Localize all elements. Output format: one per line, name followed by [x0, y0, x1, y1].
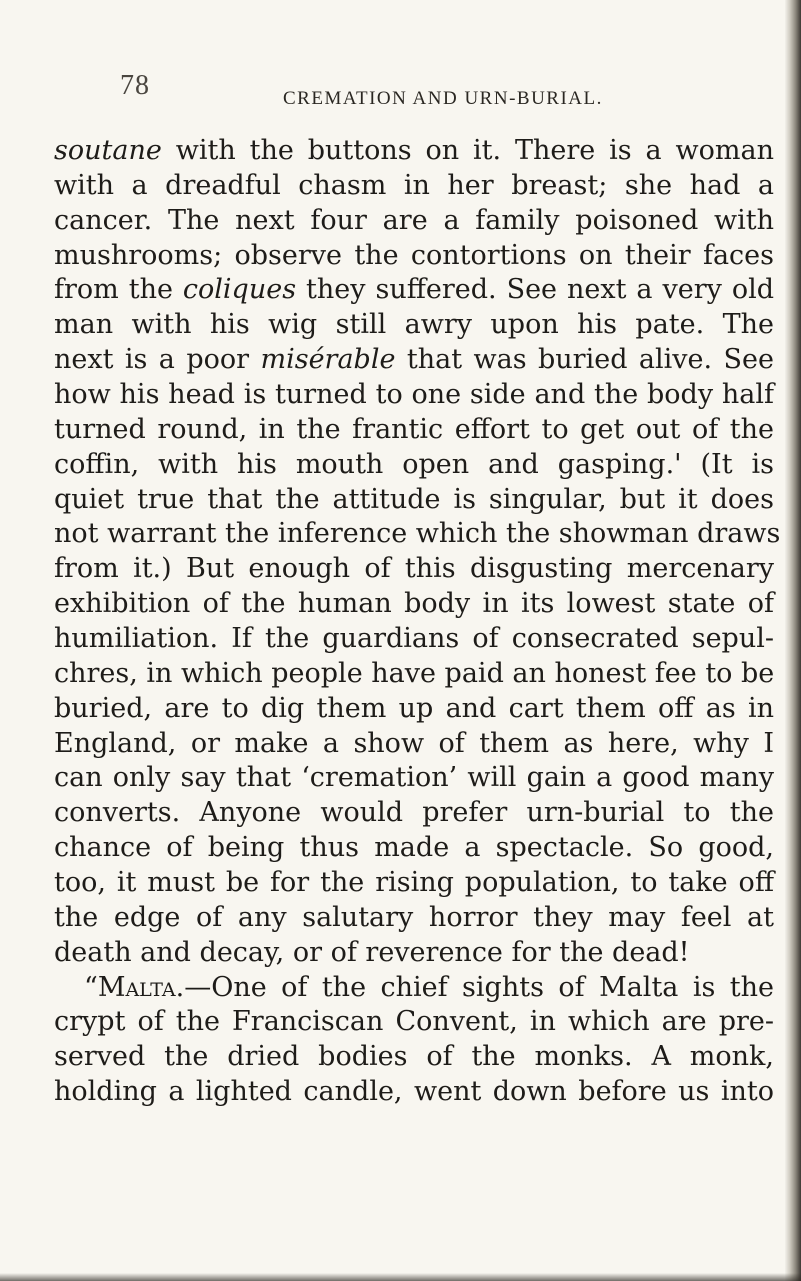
text-line: man with his wig still awry upon his pate. The: [54, 309, 774, 341]
text-line: converts. Anyone would prefer urn-burial to the: [54, 797, 774, 829]
text-line: mushrooms; observe the contortions on their faces: [54, 239, 774, 271]
small-caps-heading: Malta.: [97, 971, 185, 1003]
text-line: next is a poor misérable that was buried alive. See: [54, 344, 774, 376]
text-line: quiet true that the attitude is singular, but it does: [54, 483, 774, 515]
text-line: from the coliques they suffered. See next a very old: [54, 274, 774, 306]
body-text: [54, 134, 781, 1110]
text-line: served the dried bodies of the monks. A monk,: [54, 1041, 774, 1073]
text-line: “Malta.—One of the chief sights of Malta is the: [84, 971, 774, 1003]
text-line: chres, in which people have paid an honest fee to be: [54, 657, 775, 689]
running-head: CREMATION AND URN-BURIAL.: [283, 88, 603, 109]
text-line: England, or make a show of them as here, why I: [54, 727, 774, 759]
text-line: death and decay, or of reverence for the dead!: [54, 936, 690, 968]
text-line: cancer. The next four are a family poisoned with: [54, 204, 774, 236]
text-line: the edge of any salutary horror they may feel at: [54, 901, 774, 933]
text-line: coffin, with his mouth open and gasping.' (It is: [54, 448, 774, 480]
italic-word: soutane: [54, 135, 162, 166]
text-line: holding a lighted candle, went down before us into: [54, 1076, 774, 1108]
text-line: soutane with the buttons on it. There is a woman: [54, 135, 774, 166]
page-edge-shadow: [785, 0, 801, 1281]
text-line: chance of being thus made a spectacle. So good,: [54, 832, 774, 864]
text-line: exhibition of the human body in its lowest state of: [54, 588, 774, 620]
text-line: too, it must be for the rising population, to take off: [54, 867, 774, 899]
text-line: crypt of the Franciscan Convent, in which are pre-: [54, 1006, 774, 1038]
text-line: from it.) But enough of this disgusting mercenary: [54, 553, 774, 585]
page-bottom-shadow: [0, 1273, 801, 1281]
text-line: buried, are to dig them up and cart them off as in: [54, 692, 774, 724]
text-line: can only say that ‘cremation’ will gain a good many: [54, 762, 774, 794]
text-line: turned round, in the frantic effort to get out of the: [54, 413, 774, 445]
page-number: 78: [120, 70, 150, 101]
text-line: humiliation. If the guardians of consecrated sepul-: [54, 623, 774, 655]
italic-word: coliques: [182, 274, 297, 306]
italic-word: misérable: [260, 344, 396, 376]
text-line: how his head is turned to one side and the body half: [54, 379, 774, 411]
text-line: with a dreadful chasm in her breast; she had a: [54, 169, 774, 201]
text-line: not warrant the inference which the showman draws: [54, 518, 781, 550]
